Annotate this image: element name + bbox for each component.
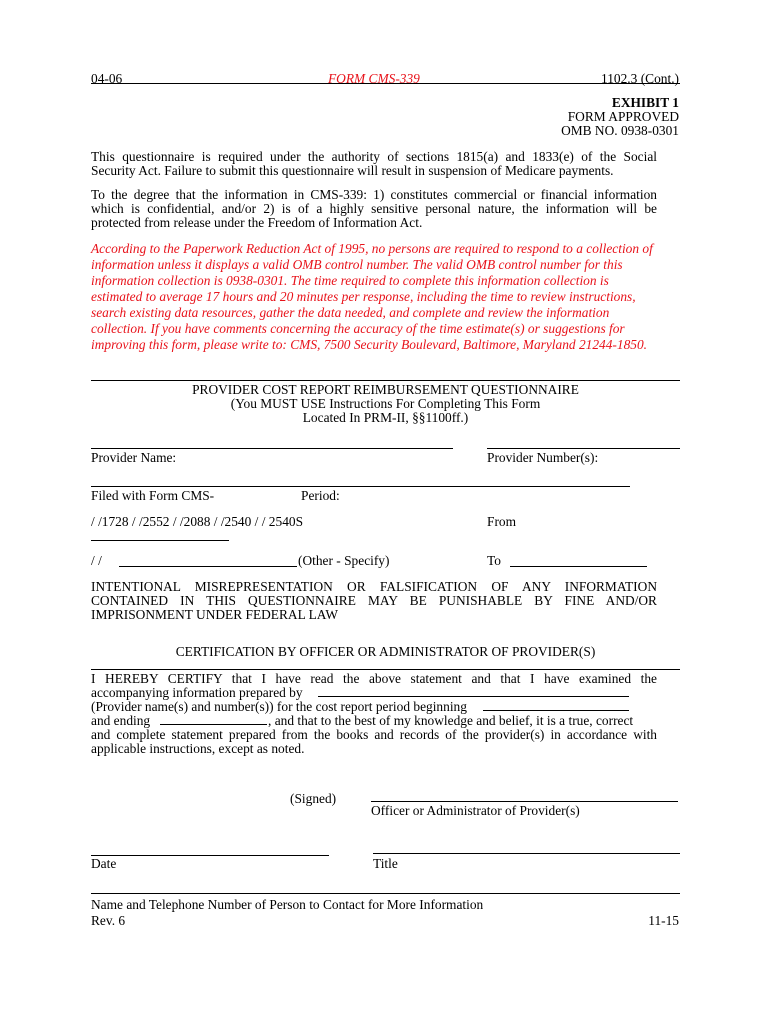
page-number: 11-15 <box>648 913 679 928</box>
period-to-field[interactable] <box>510 566 647 567</box>
officer-label: Officer or Administrator of Provider(s) <box>371 803 580 818</box>
questionnaire-located: Located In PRM-II, §§1100ff.) <box>302 410 469 425</box>
header-rule <box>91 83 680 84</box>
pra-line3: information collection is 0938-0301. The time required to complete this information collection is <box>91 273 609 288</box>
provider-number-label: Provider Number(s): <box>487 450 599 465</box>
header-right: 1102.3 (Cont.) <box>601 71 679 86</box>
other-specify-label: (Other - Specify) <box>298 553 390 568</box>
contact-label: Name and Telephone Number of Person to Contact for More Information <box>91 897 484 912</box>
period-label: Period: <box>301 488 340 503</box>
certification-line3: (Provider name(s) and number(s)) for the cost report period beginning <box>91 699 467 714</box>
header-left: 04-06 <box>91 71 123 86</box>
prepared-by-field[interactable] <box>318 696 629 697</box>
questionnaire-rule <box>91 380 680 381</box>
certification-line2: accompanying information prepared by <box>91 685 303 700</box>
warning-line1: INTENTIONAL MISREPRESENTATION OR FALSIFICATION OF ANY INFORMATION <box>91 579 657 594</box>
certification-title: CERTIFICATION BY OFFICER OR ADMINISTRATOR OF PROVIDER(S) <box>175 644 596 659</box>
title-field[interactable] <box>373 853 680 854</box>
form-approved: FORM APPROVED <box>567 109 679 124</box>
filed-with-label: Filed with Form CMS- <box>91 488 215 503</box>
intro-para2-line3: protected from release under the Freedom of Information Act. <box>91 215 423 230</box>
period-beginning-field[interactable] <box>483 710 629 711</box>
certification-line4-start: and ending <box>91 713 151 728</box>
filed-with-rule <box>91 486 630 487</box>
signed-label: (Signed) <box>290 791 337 806</box>
header-form-title: FORM CMS-339 <box>328 71 420 86</box>
date-label: Date <box>91 856 117 871</box>
omb-number: OMB NO. 0938-0301 <box>561 123 679 138</box>
date-field[interactable] <box>91 855 329 856</box>
provider-name-label: Provider Name: <box>91 450 177 465</box>
pra-line5: search existing data resources, gather the data needed, and complete and review the information <box>91 305 610 320</box>
period-from-label: From <box>487 514 517 529</box>
intro-para2-line2: which is confidential, and/or 2) is of a highly sensitive personal nature, the information will be <box>91 201 657 216</box>
other-checkbox[interactable]: / / <box>91 553 102 568</box>
provider-number-field[interactable] <box>487 448 680 449</box>
contact-field[interactable] <box>91 893 680 894</box>
warning-line2: CONTAINED IN THIS QUESTIONNAIRE MAY BE PUNISHABLE BY FINE AND/OR <box>91 593 657 608</box>
questionnaire-title: PROVIDER COST REPORT REIMBURSEMENT QUESTIONNAIRE <box>192 382 579 397</box>
pra-line2: information unless it displays a valid OMB control number. The valid OMB control number for this <box>91 257 623 272</box>
certification-line1: I HEREBY CERTIFY that I have read the above statement and that I have examined the <box>91 671 657 686</box>
period-ending-field[interactable] <box>160 724 267 725</box>
certification-line5: and complete statement prepared from the books and records of the provider(s) in accordance with <box>91 727 657 742</box>
period-to-label: To <box>487 553 501 568</box>
signature-field[interactable] <box>371 801 678 802</box>
certification-line6: applicable instructions, except as noted. <box>91 741 305 756</box>
provider-name-field[interactable] <box>91 448 453 449</box>
other-specify-field[interactable] <box>119 566 297 567</box>
intro-para2-line1: To the degree that the information in CMS-339: 1) constitutes commercial or financial information <box>91 187 657 202</box>
intro-para1-line2: Security Act. Failure to submit this questionnaire will result in suspension of Medicare payments. <box>91 163 614 178</box>
revision: Rev. 6 <box>91 913 126 928</box>
form-checkboxes-line[interactable]: / /1728 / /2552 / /2088 / /2540 / / 2540S <box>91 514 304 529</box>
exhibit-title: EXHIBIT 1 <box>611 95 679 110</box>
certification-line4-end: , and that to the best of my knowledge and belief, it is a true, correct <box>268 713 634 728</box>
pra-line7: improving this form, please write to: CMS, 7500 Security Boulevard, Baltimore, Maryland 21244-1850. <box>91 337 648 352</box>
pra-line4: estimated to average 17 hours and 20 minutes per response, including the time to review instructions, <box>91 289 636 304</box>
pra-line6: collection. If you have comments concerning the accuracy of the time estimate(s) or suggestions for <box>91 321 625 336</box>
warning-line3: IMPRISONMENT UNDER FEDERAL LAW <box>91 607 339 622</box>
forms-underline <box>91 540 229 541</box>
certification-rule <box>91 669 680 670</box>
pra-line1: According to the Paperwork Reduction Act of 1995, no persons are required to respond to a collection of <box>91 241 653 256</box>
intro-para1-line1: This questionnaire is required under the authority of sections 1815(a) and 1833(e) of the Social <box>91 149 657 164</box>
title-label: Title <box>373 856 398 871</box>
questionnaire-subtitle: (You MUST USE Instructions For Completing This Form <box>230 396 541 411</box>
